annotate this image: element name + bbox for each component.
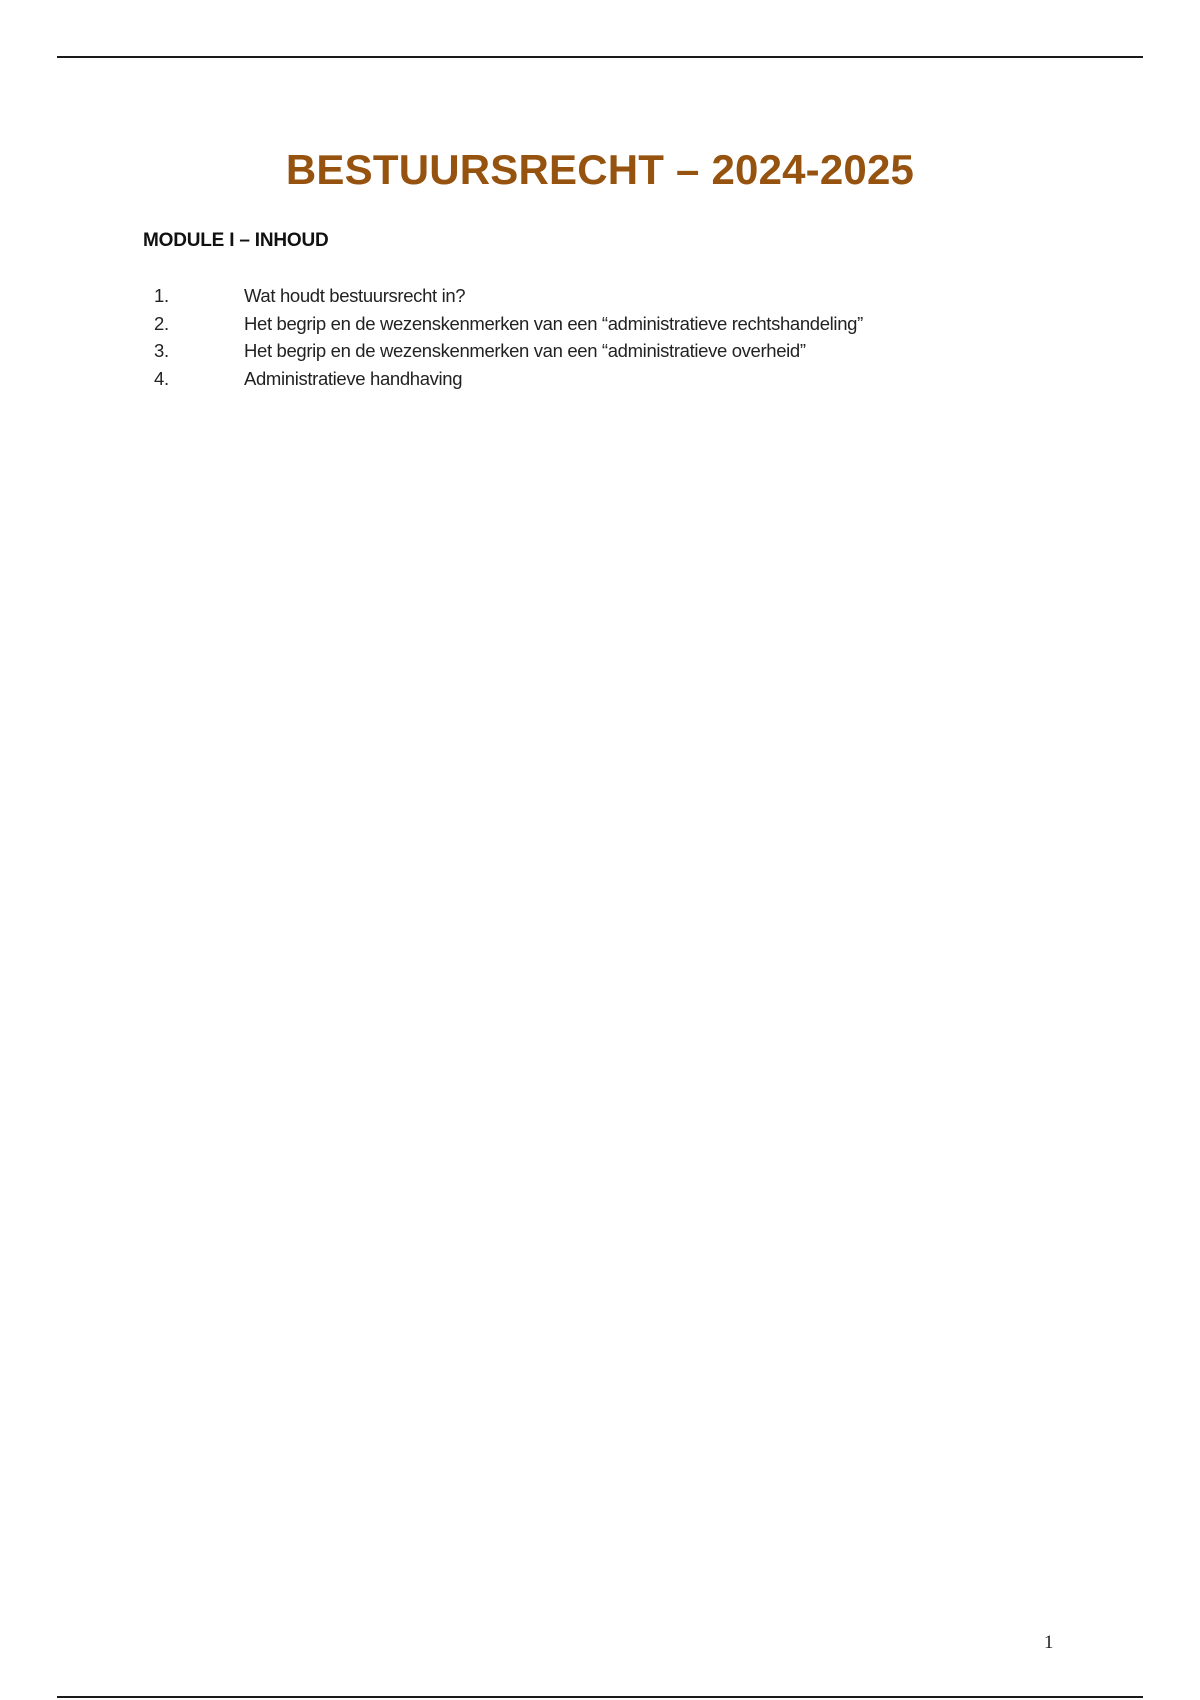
toc-item: [143, 282, 1043, 310]
toc-item: [143, 310, 1043, 338]
toc-item-text: Administratieve handhaving: [244, 367, 463, 389]
header-rule: [57, 56, 1143, 58]
module-heading: MODULE I – INHOUD: [143, 230, 329, 251]
toc-item-text: Het begrip en de wezenskenmerken van een “administratieve overheid”: [244, 340, 806, 361]
toc-item-number: 1.: [154, 285, 169, 306]
footer-rule: [57, 1696, 1143, 1698]
toc-item-text: Het begrip en de wezenskenmerken van een “administratieve rechtshandeling”: [244, 312, 863, 334]
toc-item: [143, 365, 1043, 393]
toc-item-number: 4.: [154, 367, 169, 389]
page-number: 1: [1044, 1632, 1054, 1653]
toc-item: [143, 337, 1043, 365]
toc-item-number: 3.: [154, 340, 169, 361]
document-title: BESTUURSRECHT – 2024-2025: [285, 146, 915, 193]
toc-item-number: 2.: [154, 312, 169, 334]
toc-item-text: Wat houdt bestuursrecht in?: [244, 285, 466, 306]
table-of-contents: [143, 282, 1043, 392]
